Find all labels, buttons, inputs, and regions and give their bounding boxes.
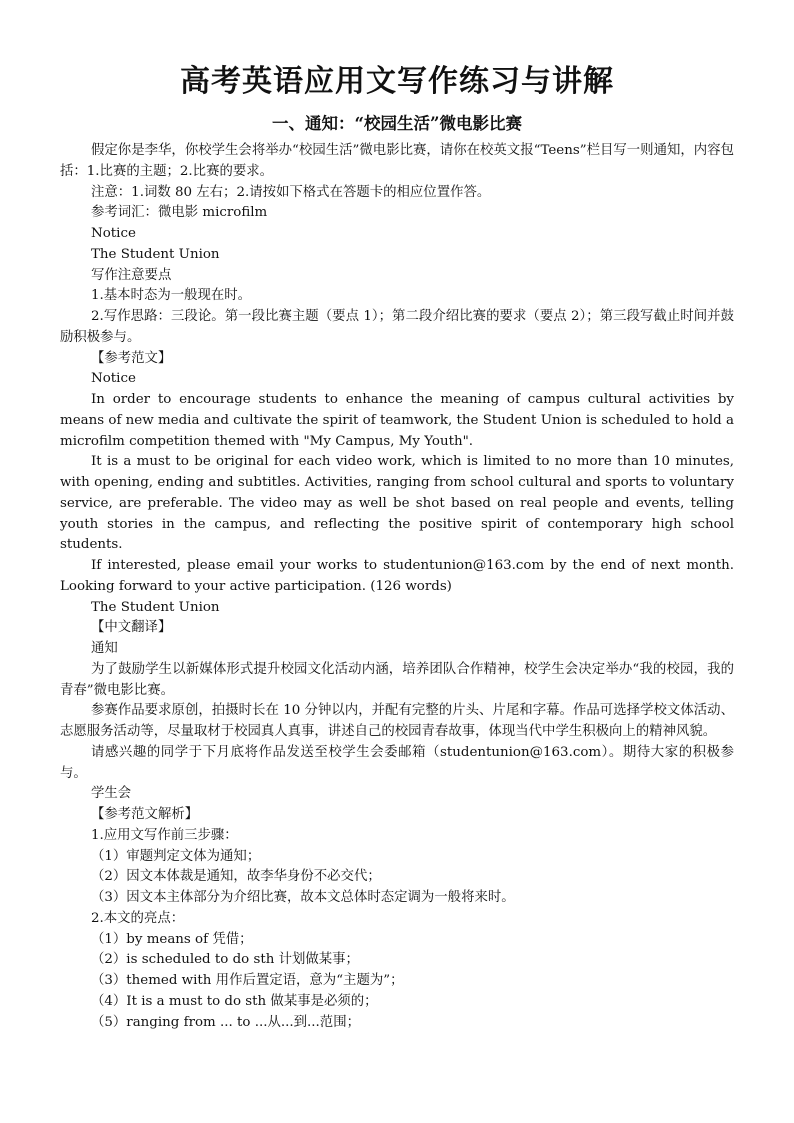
format-notice: Notice [91, 226, 136, 241]
analysis-step-2: （2）因文本体裁是通知，故李华身份不必交代； [91, 869, 381, 885]
model-paragraph-2: It is a must to be original for each video work, which is limited to no more than 10 minutes, with opening, ending and subtitles. Activities, ranging from school cultural and sports to voluntary service, are preferable. The video may as well be shot based on real people and events, telling youth stories in the campus, and reflecting the positive spirit of contemporary high school students. [60, 454, 739, 553]
analysis-step-1: （1）审题判定文体为通知； [91, 848, 261, 864]
format-signature: The Student Union [91, 246, 220, 262]
model-paragraph-1: In order to encourage students to enhance the meaning of campus cultural activities by means of new media and cultivate the spirit of teamwork, the Student Union is scheduled to hold a microfilm competition themed with "My Campus, My Youth". [60, 392, 739, 449]
translation-signature: 学生会 [91, 786, 132, 802]
analysis-highlight-4: （4）It is a must to do sth 做某事是必须的； [91, 993, 378, 1009]
analysis-highlight-2: （2）is scheduled to do sth 计划做某事； [91, 952, 359, 968]
analysis-heading: 【参考范文解析】 [91, 807, 199, 822]
writing-point-1: 1.基本时态为一般现在时。 [91, 288, 252, 304]
model-heading: 【参考范文】 [91, 350, 172, 366]
translation-notice: 通知 [91, 641, 118, 656]
translation-paragraph-3: 请感兴趣的同学于下月底将作品发送至校学生会委邮箱（studentunion@163.com）。期待大家的积极参与。 [60, 744, 734, 781]
translation-paragraph-2: 参赛作品要求原创，拍摄时长在 10 分钟以内，并配有完整的片头、片尾和字幕。作品可选择学校文体活动、志愿服务活动等，尽量取材于校园真人真事，讲述自己的校园青春故事，体现当代中学生积极向上的精神风貌。 [60, 703, 734, 739]
translation-heading: 【中文翻译】 [91, 620, 172, 636]
writing-point-2: 2.写作思路：三段论。第一段比赛主题（要点 1）；第二段介绍比赛的要求（要点 2）；第三段写截止时间并鼓励积极参与。 [60, 309, 734, 345]
document-body [60, 141, 739, 1033]
analysis-highlight-5: （5）ranging from ... to ...从...到...范围； [91, 1014, 360, 1030]
task-prompt: 假定你是李华，你校学生会将举办“校园生活”微电影比赛，请你在校英文报“Teens”栏目写一则通知，内容包括：1.比赛的主题；2.比赛的要求。 [60, 143, 734, 179]
analysis-steps-heading: 1.应用文写作前三步骤： [91, 827, 238, 843]
task-vocab: 参考词汇：微电影 microfilm [91, 205, 268, 221]
analysis-highlight-3: （3）themed with 用作后置定语，意为“主题为”； [91, 973, 404, 988]
model-paragraph-3: If interested, please email your works to studentunion@163.com by the end of next month. Looking forward to your active participation. (126 words) [60, 558, 739, 594]
section-title: 一、通知：“校园生活”微电影比赛 [272, 114, 522, 133]
model-signature: The Student Union [91, 599, 220, 615]
model-notice: Notice [91, 371, 136, 387]
task-note: 注意：1.词数 80 左右；2.请按如下格式在答题卡的相应位置作答。 [91, 184, 491, 200]
writing-points-heading: 写作注意要点 [91, 267, 172, 283]
analysis-step-3: （3）因文本主体部分为介绍比赛，故本文总体时态定调为一般将来时。 [91, 890, 515, 905]
analysis-highlights-heading: 2.本文的亮点： [91, 910, 185, 926]
analysis-highlight-1: （1）by means of 凭借； [91, 931, 253, 947]
page-title: 高考英语应用文写作练习与讲解 [180, 64, 614, 99]
translation-paragraph-1: 为了鼓励学生以新媒体形式提升校园文化活动内涵，培养团队合作精神，校学生会决定举办“我的校园，我的青春”微电影比赛。 [60, 661, 734, 698]
